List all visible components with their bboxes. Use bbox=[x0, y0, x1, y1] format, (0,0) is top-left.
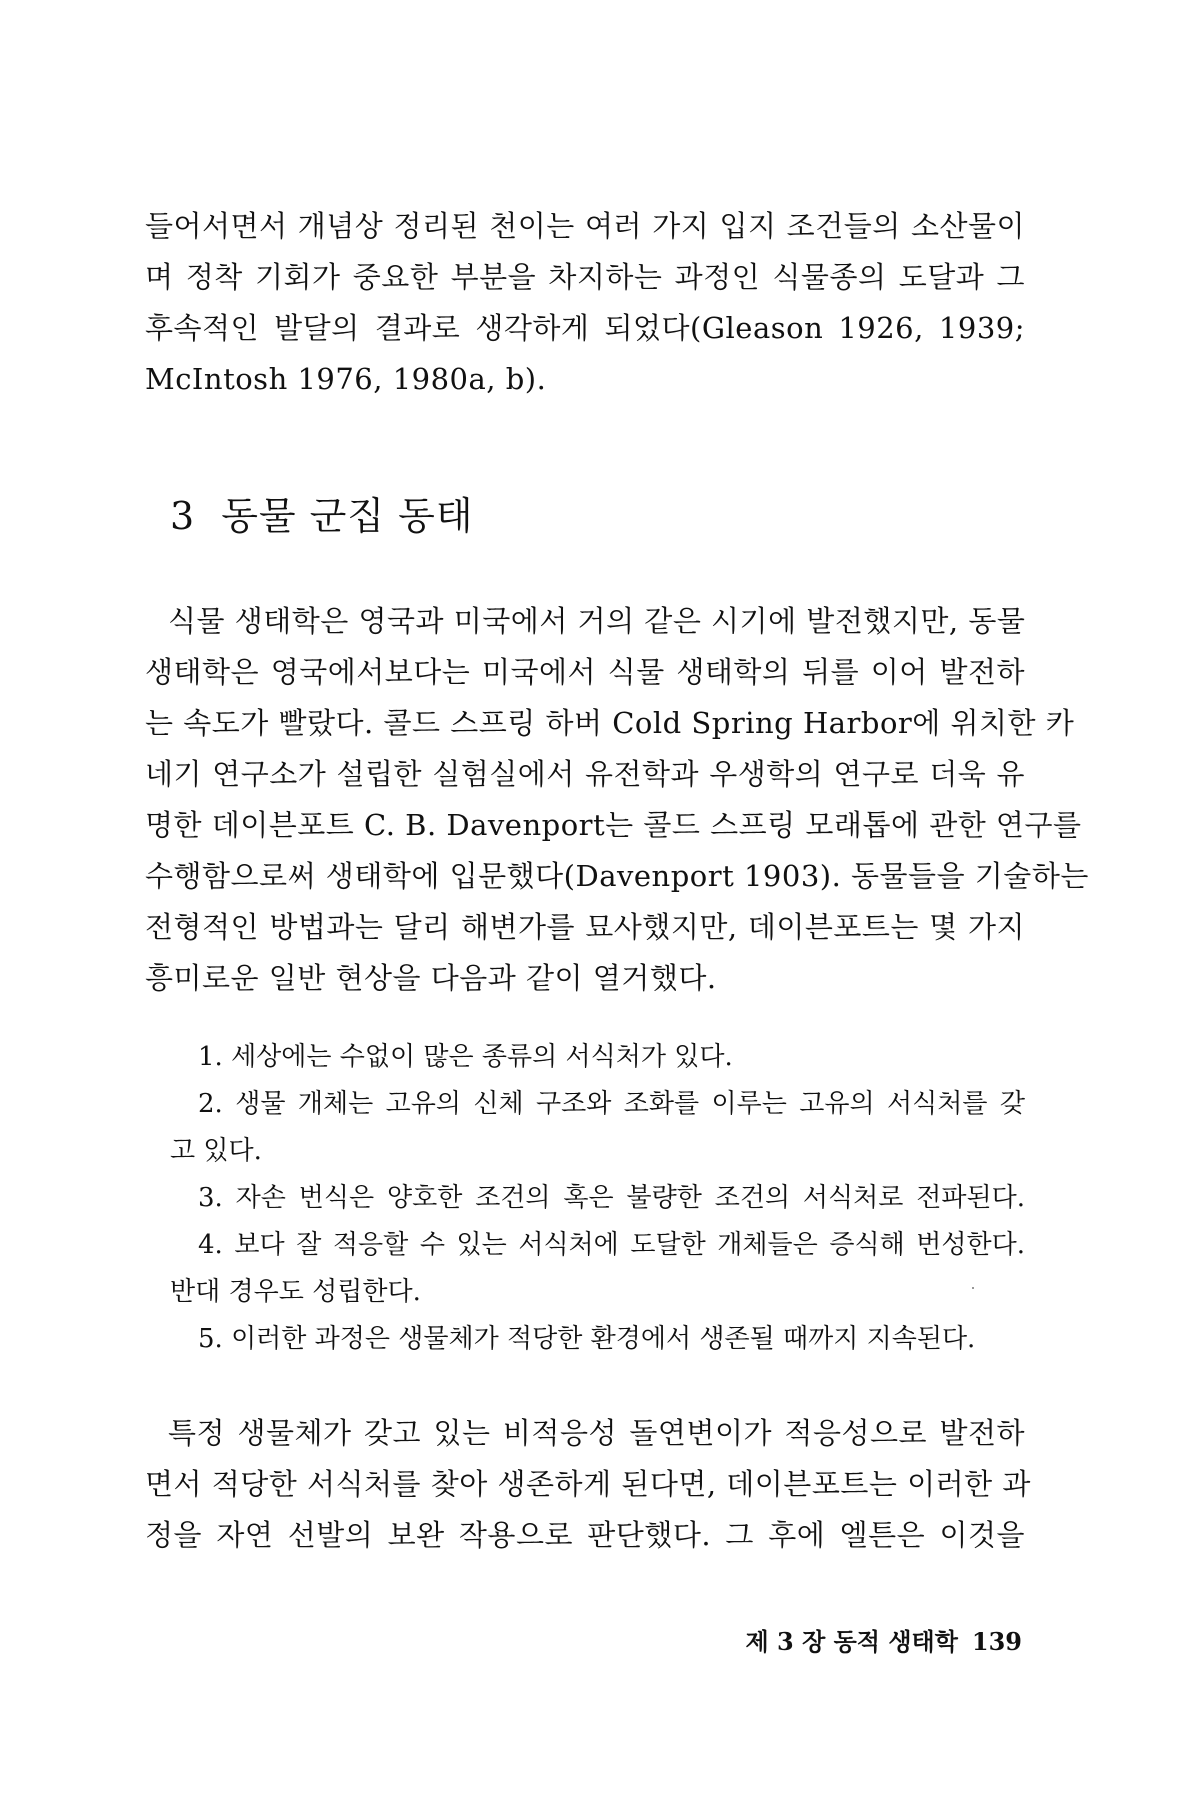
list-item-2: 2. 생물 개체는 고유의 신체 구조와 조화를 이루는 고유의 서식처를 갖 bbox=[198, 1089, 1025, 1119]
paragraph3-line-1: 특정 생물체가 갖고 있는 비적응성 돌연변이가 적응성으로 발전하 bbox=[168, 1416, 1025, 1450]
page-number: 139 bbox=[971, 1627, 1022, 1656]
section-number: 3 bbox=[170, 494, 196, 538]
section-title: 동물 군집 동태 bbox=[221, 494, 474, 538]
list-item-4-continued: 반대 경우도 성립한다. bbox=[170, 1277, 421, 1307]
paragraph2-line-5: 명한 데이븐포트 C. B. Davenport는 콜드 스프링 모래톱에 관한 연구를 bbox=[145, 808, 1082, 842]
paragraph1-line-1: 들어서면서 개념상 정리된 천이는 여러 가지 입지 조건들의 소산물이 bbox=[145, 209, 1025, 243]
scan-speck bbox=[972, 1287, 974, 1289]
list-item-5: 5. 이러한 과정은 생물체가 적당한 환경에서 생존될 때까지 지속된다. bbox=[198, 1324, 976, 1354]
list-item-2-continued: 고 있다. bbox=[170, 1136, 262, 1166]
list-item-1: 1. 세상에는 수없이 많은 종류의 서식처가 있다. bbox=[198, 1042, 733, 1072]
paragraph2-line-1: 식물 생태학은 영국과 미국에서 거의 같은 시기에 발전했지만, 동물 bbox=[168, 604, 1026, 638]
paragraph2-line-6: 수행함으로써 생태학에 입문했다(Davenport 1903). 동물들을 기술하는 bbox=[145, 859, 1089, 893]
list-item-3: 3. 자손 번식은 양호한 조건의 혹은 불량한 조건의 서식처로 전파된다. bbox=[198, 1183, 1025, 1213]
paragraph2-line-4: 네기 연구소가 설립한 실험실에서 유전학과 우생학의 연구로 더욱 유 bbox=[145, 757, 1025, 791]
paragraph2-line-2: 생태학은 영국에서보다는 미국에서 식물 생태학의 뒤를 이어 발전하 bbox=[145, 655, 1025, 689]
paragraph2-line-3: 는 속도가 빨랐다. 콜드 스프링 하버 Cold Spring Harbor에 위치한 카 bbox=[145, 706, 1075, 740]
list-item-4: 4. 보다 잘 적응할 수 있는 서식처에 도달한 개체들은 증식해 번성한다. bbox=[198, 1230, 1025, 1260]
paragraph3-line-3: 정을 자연 선발의 보완 작용으로 판단했다. 그 후에 엘튼은 이것을 bbox=[145, 1518, 1025, 1552]
page-footer bbox=[745, 1626, 1022, 1658]
paragraph1-line-4: McIntosh 1976, 1980a, b). bbox=[145, 362, 547, 396]
chapter-title: 제 3 장 동적 생태학 bbox=[745, 1627, 958, 1656]
paragraph2-line-7: 전형적인 방법과는 달리 해변가를 묘사했지만, 데이븐포트는 몇 가지 bbox=[145, 910, 1025, 944]
paragraph1-line-3: 후속적인 발달의 결과로 생각하게 되었다(Gleason 1926, 1939; bbox=[145, 311, 1025, 345]
paragraph3-line-2: 면서 적당한 서식처를 찾아 생존하게 된다면, 데이븐포트는 이러한 과 bbox=[145, 1467, 1031, 1501]
paragraph1-line-2: 며 정착 기회가 중요한 부분을 차지하는 과정인 식물종의 도달과 그 bbox=[145, 260, 1025, 294]
paragraph2-line-8: 흥미로운 일반 현상을 다음과 같이 열거했다. bbox=[145, 961, 717, 995]
section-heading bbox=[170, 491, 474, 541]
